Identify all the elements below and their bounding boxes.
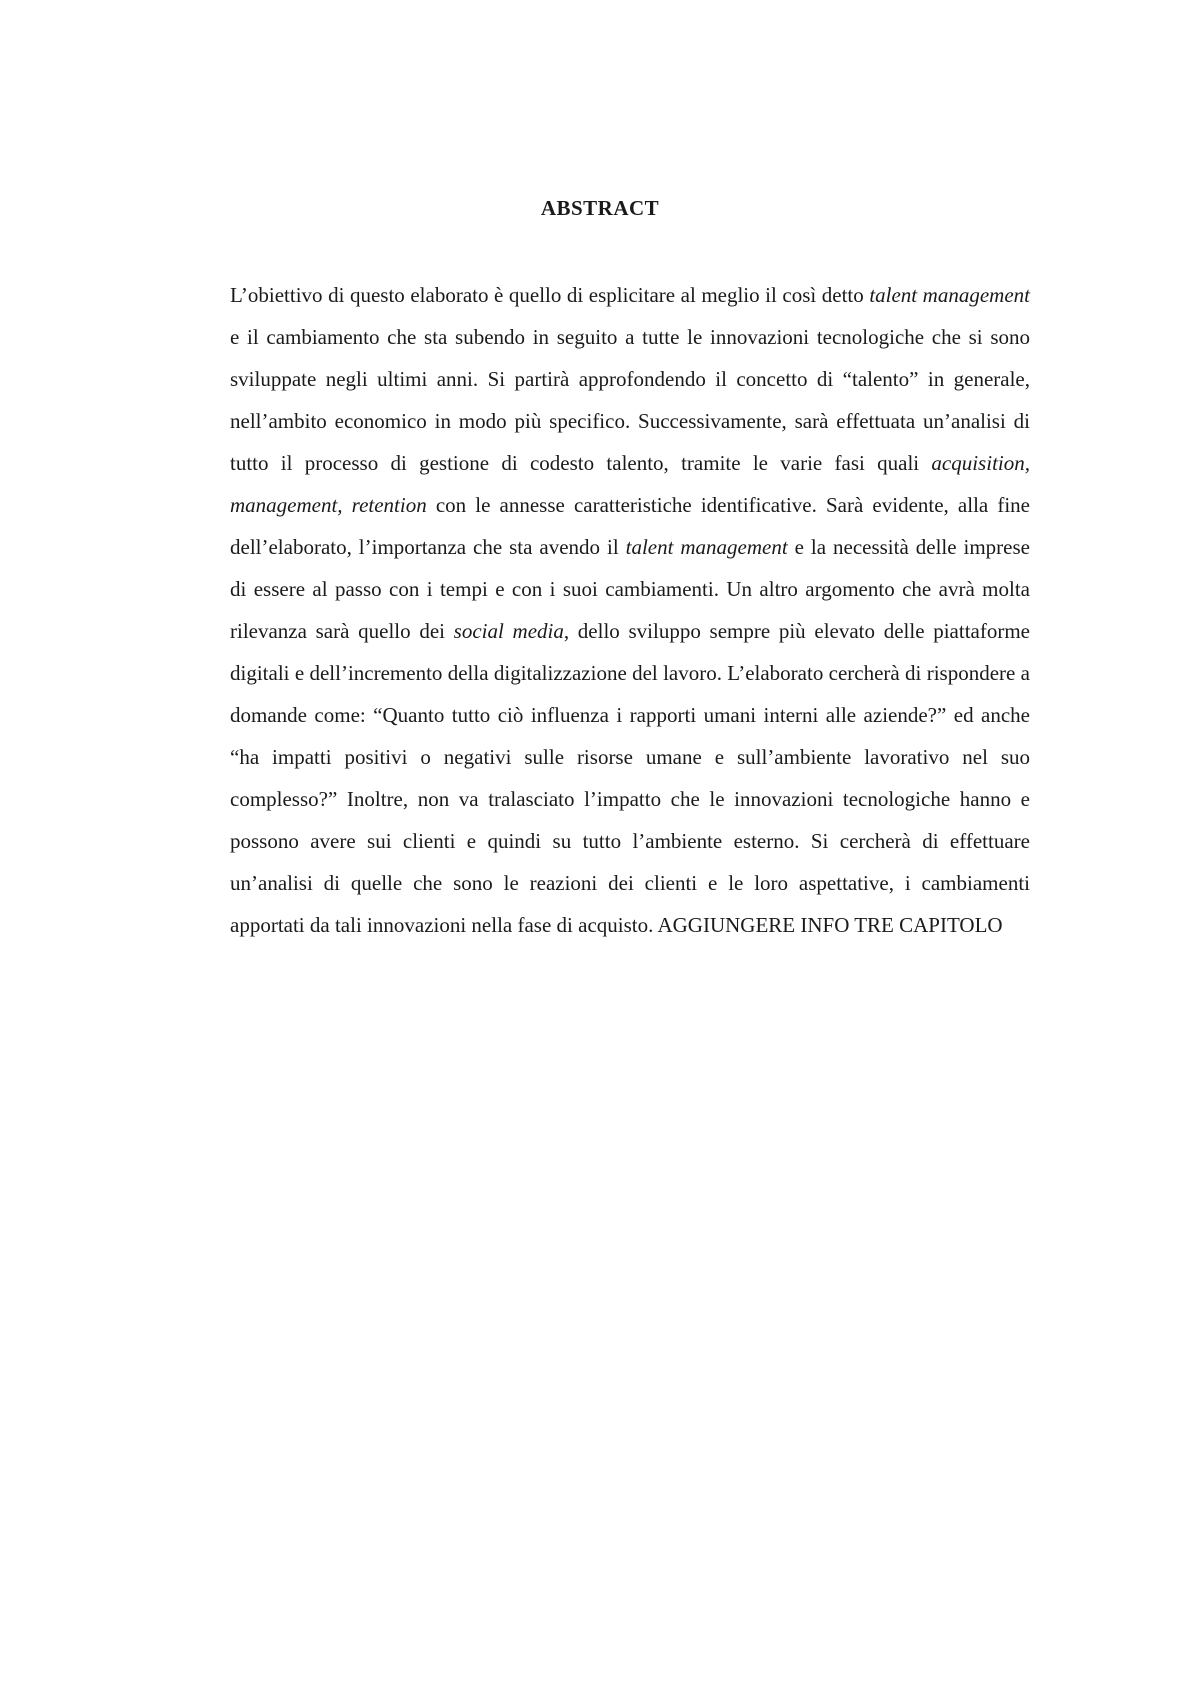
paragraph-run-italic: talent management — [869, 283, 1030, 307]
paragraph-run-italic: acquisition, management, retention — [230, 451, 1030, 517]
paragraph-run: L’obiettivo di questo elaborato è quello di esplicitare al meglio il così detto — [230, 283, 870, 307]
paragraph-run-italic: talent management — [625, 535, 788, 559]
paragraph-run: e il cambiamento che sta subendo in seguito a tutte le innovazioni tecnologiche che si sono sviluppate negli ultimi anni. Si partirà approfondendo il concetto di “talento” in generale, nell’ambito economico in modo più specifico. Successivamente, sarà effettuata un’analisi di tutto il processo di gestione di codesto talento, tramite le varie fasi quali — [230, 325, 1030, 475]
abstract-title: ABSTRACT — [540, 196, 660, 220]
paragraph-run: con le annesse caratteristiche identificative. Sarà evidente, alla fine dell’elaborato, l’importanza che sta avendo il — [230, 493, 1030, 559]
paragraph-run-italic: social media — [453, 619, 564, 643]
paragraph-run: e la necessità delle imprese di essere al passo con i tempi e con i suoi cambiamenti. Un altro argomento che avrà molta rilevanza sarà quello dei — [230, 535, 1030, 643]
paragraph-run: , dello sviluppo sempre più elevato delle piattaforme digitali e dell’incremento della digitalizzazione del lavoro. L’elaborato cercherà di rispondere a domande come: “Quanto tutto ciò influenza i rapporti umani interni alle aziende?” ed anche “ha impatti positivi o negativi sulle risorse umane e sull’ambiente lavorativo nel suo complesso?” Inoltre, non va tralasciato l’impatto che le innovazioni tecnologiche hanno e possono avere sui clienti e quindi su tutto l’ambiente esterno. Si cercherà di effettuare un’analisi di quelle che sono le reazioni dei clienti e le loro aspettative, i cambiamenti apportati da tali innovazioni nella fase di acquisto. AGGIUNGERE INFO TRE CAPITOLO — [230, 619, 1030, 937]
abstract-paragraph — [230, 274, 1030, 946]
